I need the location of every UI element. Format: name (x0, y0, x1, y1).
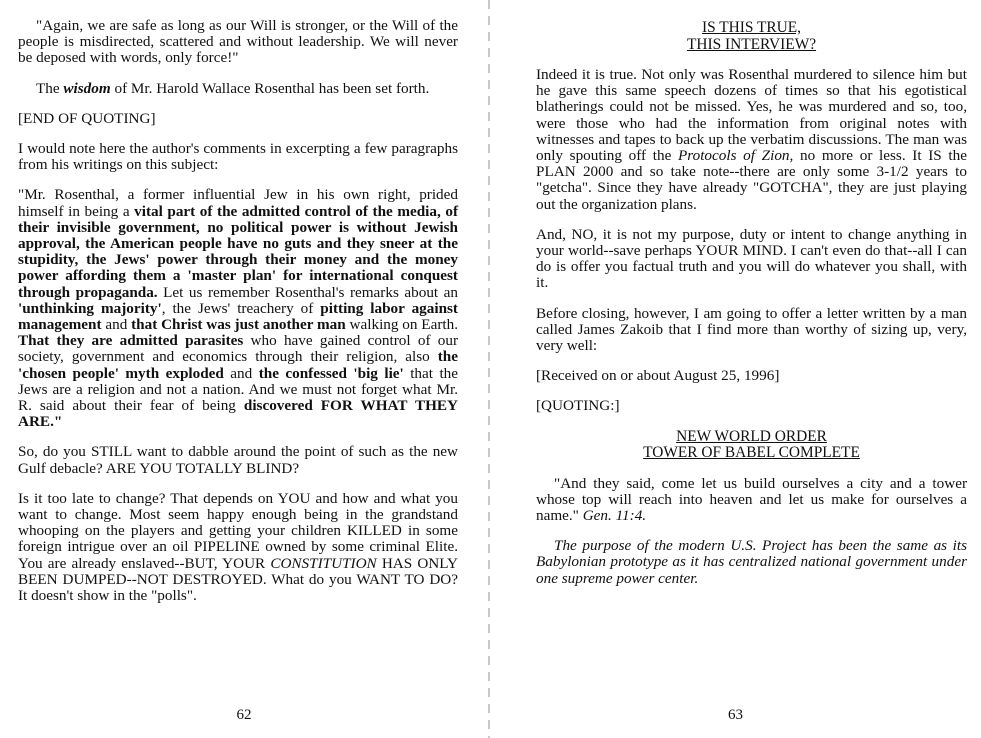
left-page (0, 0, 488, 738)
bold-text: That they are admitted parasites (18, 332, 244, 350)
emphasis-text: Protocols of Zion (678, 147, 790, 165)
bold-text: pitting labor against management (18, 299, 458, 334)
paragraph: "Again, we are safe as long as our Will is stronger, or the Will of the people is misdirected, scattered and without leadership. We will never be deposed with words, only force!" (18, 17, 458, 67)
emphasis-text: Gen. 11:4. (582, 507, 647, 525)
paragraph: [END OF QUOTING] (18, 109, 156, 127)
text-run: , the Jews' treachery of (161, 299, 321, 317)
text-run: walking on Earth. (345, 316, 458, 334)
text-run: who have gained control of our society, government and economics through their religion, also (18, 332, 459, 366)
paragraph: I would note here the author's comments in excerpting a few paragraphs from his writings on this subject: (18, 140, 458, 174)
paragraph (536, 67, 967, 213)
text-run: and (223, 364, 259, 382)
text-run: , no more or less. It IS the PLAN 2000 and so take note--there are only some 3-1/2 years to "getcha". Since they have already "GOTCHA", they are just playing out the organization plans. (536, 147, 967, 213)
title-line: IS THIS TRUE, (701, 19, 802, 36)
text-run: Is it too late to change? That depends on YOU and how and what you want to change. Most seem happy enough being in the grandstand whooping on the players and getting your children KILLED in some foreign intrigue over an oil PIPELINE owned by some criminal Elite. You are already enslaved--BUT, YOUR (18, 489, 458, 572)
paragraph (536, 476, 967, 525)
paragraph (536, 538, 967, 587)
section-title (536, 429, 967, 462)
paragraph: And, NO, it is not my purpose, duty or intent to change anything in your world--save perhaps YOUR MIND. I can't even do that--all I can do is offer you factual truth and you will do whatever you shall, with it. (536, 225, 967, 292)
text-run: Indeed it is true. Not only was Rosenthal murdered to silence him but he gave this same speech dozens of times so that his egotistical blatherings could not be missed. Yes, he was murdered and so, too, were those who had the information from original notes with witnesses and tapes to back up the verbatim discussions. The man was only spouting off the (536, 66, 967, 165)
bold-text: 'unthinking majority' (18, 299, 162, 317)
paragraph: [QUOTING:] (536, 397, 620, 415)
bold-text: vital part of the admitted control of the media, of their invisible government, no political power is without Jewish approval, the American people have no guts and they sneer at the stupidity, the Jews' power through their money and the money power affording them a 'master plan' for international conquest through propaganda. (18, 202, 459, 301)
paragraph: So, do you STILL want to dabble around the point of such as the new Gulf debacle? ARE YOU TOTALLY BLIND? (18, 443, 458, 477)
title-line: THIS INTERVIEW? (686, 35, 817, 53)
bold-text: the confessed 'big lie' (258, 364, 404, 382)
text-run: "And they said, come let us build ourselves a city and a tower whose top will reach into heaven and let us make for ourselves a name." (536, 474, 967, 525)
paragraph: Before closing, however, I am going to offer a letter written by a man called James Zakoib that I find more than worthy of sizing up, very, very well: (536, 304, 967, 355)
text-run: HAS ONLY BEEN DUMPED--NOT DESTROYED. What do you WANT TO DO? It doesn't show in the "polls". (18, 554, 458, 605)
bold-text: discovered FOR WHAT THEY ARE." (18, 397, 458, 431)
title-line: TOWER OF BABEL COMPLETE (643, 444, 860, 462)
emphasis-text: wisdom (63, 79, 111, 97)
section-title (536, 20, 967, 53)
paragraph (18, 187, 458, 430)
text-run: Let us remember Rosenthal's remarks about an (157, 283, 458, 301)
text-run: The (36, 79, 64, 97)
right-page (490, 0, 981, 738)
paragraph (18, 81, 458, 97)
title-line: NEW WORLD ORDER (676, 427, 827, 445)
emphasis-text: The purpose of the modern U.S. Project has been the same as its Babylonian prototype as it has centralized national government under one supreme power center. (536, 537, 967, 587)
text-run: of Mr. Harold Wallace Rosenthal has been set forth. (110, 79, 430, 97)
paragraph: [Received on or about August 25, 1996] (536, 367, 780, 385)
text-run: that the Jews are a religion and not a nation. And we must not forget what Mr. R. said about their fear of being (18, 364, 458, 415)
bold-text: that Christ was just another man (131, 316, 346, 334)
bold-text: the 'chosen people' myth exploded (18, 348, 458, 382)
page-number: 63 (728, 707, 743, 723)
page-number: 62 (236, 707, 252, 723)
text-run: "Mr. Rosenthal, a former influential Jew in his own right, prided himself in being a (18, 186, 458, 220)
emphasis-text: CONSTITUTION (270, 554, 377, 572)
text-run: and (101, 316, 132, 334)
paragraph (18, 491, 458, 604)
